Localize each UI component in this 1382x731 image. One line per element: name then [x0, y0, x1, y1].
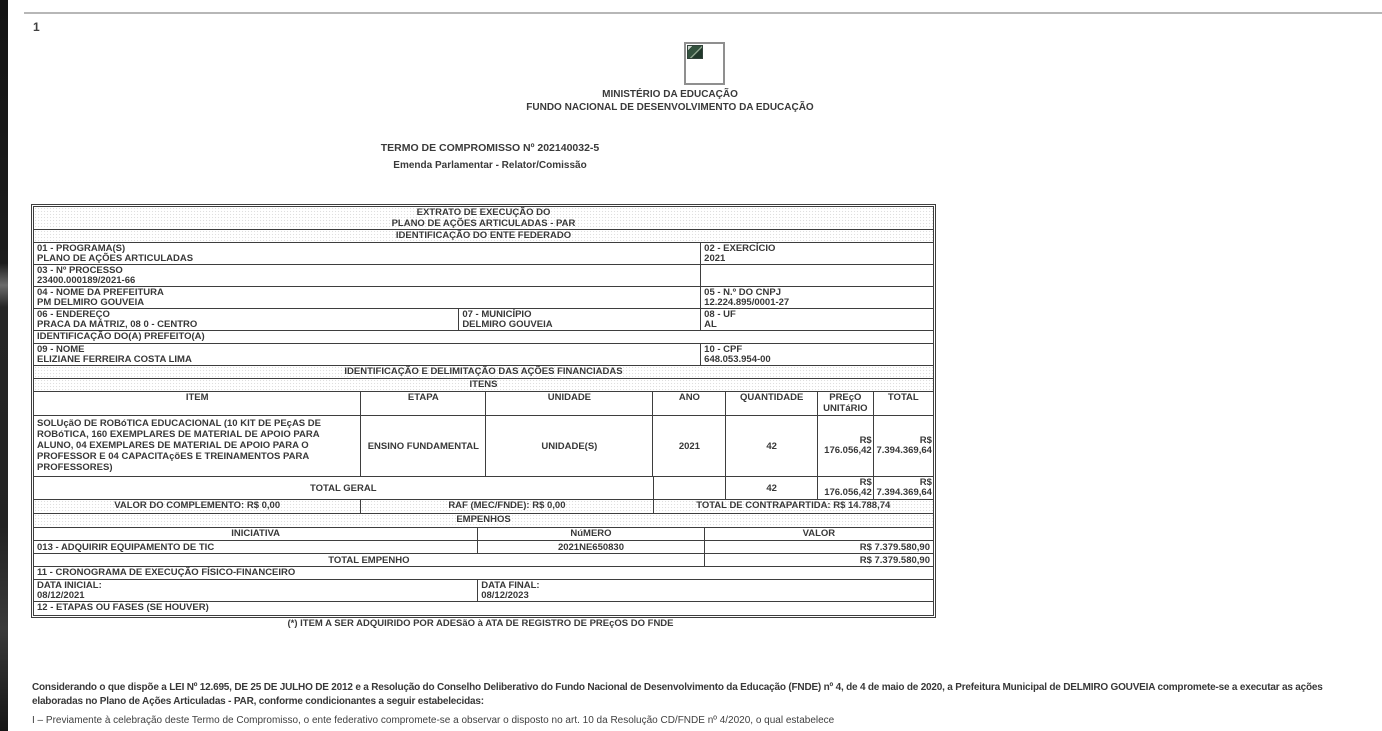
cronograma-section-row	[34, 566, 933, 579]
field-06-label: 06 - ENDEREÇO	[37, 309, 110, 320]
empenho-numero: 2021NE650830	[477, 541, 704, 553]
empenho-data-row	[34, 540, 933, 553]
total-empenho-valor: R$ 7.379.580,90	[704, 554, 933, 566]
col-header-etapa: ETAPA	[360, 392, 485, 415]
item-data-row	[34, 415, 933, 476]
total-geral-row	[34, 476, 933, 499]
field-04-prefeitura	[34, 287, 700, 308]
etapas-fases: 12 - ETAPAS OU FASES (SE HOUVER)	[37, 602, 209, 613]
cronograma-section: 11 - CRONOGRAMA DE EXECUÇÃO FÍSICO-FINANCEIRO	[37, 567, 296, 578]
item-unidade: UNIDADE(S)	[485, 416, 652, 476]
data-inicial-label: DATA INICIAL:	[37, 580, 102, 591]
total-contrapartida: TOTAL DE CONTRAPARTIDA: R$ 14.788,74	[653, 500, 933, 513]
data-inicial-value: 08/12/2021	[37, 590, 85, 601]
document-title: TERMO DE COMPROMISSO Nº 202140032-5	[380, 142, 600, 154]
section-prefeito: IDENTIFICAÇÃO DO(A) PREFEITO(A)	[37, 331, 205, 342]
field-04-value: PM DELMIRO GOUVEIA	[37, 297, 145, 308]
item-ano: 2021	[652, 416, 725, 476]
total-geral-preco-unitario: R$ 176.056,42	[817, 477, 873, 499]
section-acoes-financiadas-row	[34, 365, 933, 378]
field-07-label: 07 - MUNICÍPIO	[462, 309, 532, 320]
complemento-row	[34, 499, 933, 513]
footnote: (*) ITEM A SER ADQUIRIDO POR ADESãO à ATA DE REGISTRO DE PREçOS DO FNDE	[287, 618, 674, 629]
col-header-preco-unitario: PREçO UNITáRIO	[817, 392, 873, 415]
col-header-unidade: UNIDADE	[485, 392, 652, 415]
field-row-01-02	[34, 242, 933, 264]
col-header-total: TOTAL	[873, 392, 933, 415]
field-row-04-05	[34, 286, 933, 308]
field-03-value: 23400.000189/2021-66	[37, 275, 136, 286]
field-07-municipio	[458, 309, 700, 330]
field-02-label: 02 - EXERCÍCIO	[704, 243, 776, 254]
field-02-value: 2021	[704, 253, 726, 264]
field-01-programas	[34, 243, 700, 264]
valor-complemento: VALOR DO COMPLEMENTO: R$ 0,00	[114, 500, 281, 511]
raf-mec-fnde: RAF (MEC/FNDE): R$ 0,00	[360, 500, 652, 513]
paragraph-clausula-1: I – Previamente à celebração deste Termo de Compromisso, o ente federativo compromete-se a observar o disposto no art. 10 da Resolução CD/FNDE nº 4/2020, o qual estabelece	[32, 715, 835, 726]
section-itens: ITENS	[469, 379, 498, 390]
col-header-numero: NúMERO	[477, 528, 704, 540]
extrato-heading-line1: EXTRATO DE EXECUÇÃO DO	[416, 207, 551, 218]
section-prefeito-row	[34, 330, 933, 343]
section-empenhos-row	[34, 513, 933, 527]
empenho-iniciativa: 013 - ADQUIRIR EQUIPAMENTO DE TIC	[37, 541, 215, 553]
total-geral-label: TOTAL GERAL	[310, 482, 377, 494]
data-inicial	[34, 580, 477, 601]
total-geral-quantidade: 42	[725, 477, 817, 499]
field-09-label: 09 - NOME	[37, 344, 85, 355]
letterhead	[470, 88, 870, 114]
extrato-heading	[34, 207, 933, 229]
field-row-06-07-08	[34, 308, 933, 330]
field-10-cpf	[700, 344, 933, 365]
field-05-label: 05 - N.º DO CNPJ	[704, 287, 782, 298]
field-09-value: ELIZIANE FERREIRA COSTA LIMA	[37, 354, 192, 365]
col-header-iniciativa: INICIATIVA	[231, 528, 280, 539]
field-10-value: 648.053.954-00	[704, 354, 771, 365]
field-06-endereco	[34, 309, 458, 330]
item-total: R$ 7.394.369,64	[873, 416, 933, 476]
extrato-heading-row	[34, 207, 933, 229]
data-final-label: DATA FINAL:	[481, 580, 540, 591]
field-row-09-10	[34, 343, 933, 365]
field-05-value: 12.224.895/0001-27	[704, 297, 790, 308]
field-01-value: PLANO DE AÇÕES ARTICULADAS	[37, 253, 194, 264]
col-header-quantidade: QUANTIDADE	[725, 392, 817, 415]
field-01-label: 01 - PROGRAMA(S)	[37, 243, 126, 254]
datas-row	[34, 579, 933, 601]
section-empenhos: EMPENHOS	[456, 514, 511, 525]
col-header-valor: VALOR	[704, 528, 933, 540]
paragraph-considerando: Considerando o que dispõe a LEI Nº 12.695, DE 25 DE JULHO DE 2012 e a Resolução do Conselho Deliberativo do Fundo Nacional de Desenvolvimento da Educação (FNDE) nº 4, de 4 de maio de 2020, a Prefeitura Municipal de DELMIRO GOUVEIA compromete-se a executar as ações elaboradas no Plano de Ações Articuladas - PAR, conforme condicionantes a seguir estabelecidas:	[32, 682, 1323, 707]
extrato-table	[31, 204, 936, 618]
data-final	[477, 580, 933, 601]
field-09-nome	[34, 344, 700, 365]
page-top-rule	[24, 12, 1382, 14]
field-10-label: 10 - CPF	[704, 344, 743, 355]
agency-name: FUNDO NACIONAL DE DESENVOLVIMENTO DA EDUCAÇÃO	[526, 102, 814, 113]
section-ente-federado-row	[34, 229, 933, 242]
field-04-label: 04 - NOME DA PREFEITURA	[37, 287, 164, 298]
total-geral-total: R$ 7.394.369,64	[873, 477, 933, 499]
col-header-item: ITEM	[185, 392, 209, 403]
item-etapa: ENSINO FUNDAMENTAL	[360, 416, 485, 476]
field-02-exercicio	[700, 243, 933, 264]
item-preco-unitario: R$ 176.056,42	[817, 416, 873, 476]
broken-image-icon	[687, 45, 703, 59]
data-final-value: 08/12/2023	[481, 590, 529, 601]
ministry-name: MINISTÉRIO DA EDUCAÇÃO	[602, 89, 738, 100]
field-07-value: DELMIRO GOUVEIA	[462, 319, 553, 330]
total-empenho-label: TOTAL EMPENHO	[328, 554, 410, 566]
field-03-processo	[34, 265, 700, 286]
field-03-label: 03 - Nº PROCESSO	[37, 265, 123, 276]
total-empenho-row	[34, 553, 933, 566]
field-05-cnpj	[700, 287, 933, 308]
document-subtitle: Emenda Parlamentar - Relator/Comissão	[393, 160, 587, 171]
section-itens-row	[34, 378, 933, 391]
item-description: SOLUçãO DE ROBóTICA EDUCACIONAL (10 KIT DE PEçAS DE ROBóTICA, 160 EXEMPLARES DE MATERIAL DE APOIO PARA ALUNO, 04 EXEMPLARES DE MATERIAL DE APOIO PARA O PROFESSOR E 04 CAPACITAçõES E TREINAMENTOS PARA PROFESSORES)	[37, 418, 321, 473]
etapas-row	[34, 601, 933, 615]
section-acoes-financiadas: IDENTIFICAÇÃO E DELIMITAÇÃO DAS AÇÕES FINANCIADAS	[344, 366, 623, 377]
field-row-03	[34, 264, 933, 286]
extrato-heading-line2: PLANO DE AÇÕES ARTICULADAS - PAR	[391, 218, 576, 229]
itens-header-row	[34, 391, 933, 415]
empenho-valor: R$ 7.379.580,90	[704, 541, 933, 553]
field-03-empty-cell	[700, 265, 933, 286]
field-08-label: 08 - UF	[704, 309, 736, 320]
page-number: 1	[33, 20, 40, 34]
field-08-uf	[700, 309, 933, 330]
col-header-ano: ANO	[652, 392, 725, 415]
field-08-value: AL	[704, 319, 717, 330]
item-quantidade: 42	[725, 416, 817, 476]
document-title-block	[330, 142, 650, 171]
field-06-value: PRACA DA MÁTRIZ, 08 0 - CENTRO	[37, 319, 198, 330]
logo-placeholder	[684, 42, 725, 85]
total-geral-empty-cell	[653, 477, 726, 499]
empenhos-header-row	[34, 527, 933, 540]
section-ente-federado: IDENTIFICAÇÃO DO ENTE FEDERADO	[395, 230, 572, 241]
